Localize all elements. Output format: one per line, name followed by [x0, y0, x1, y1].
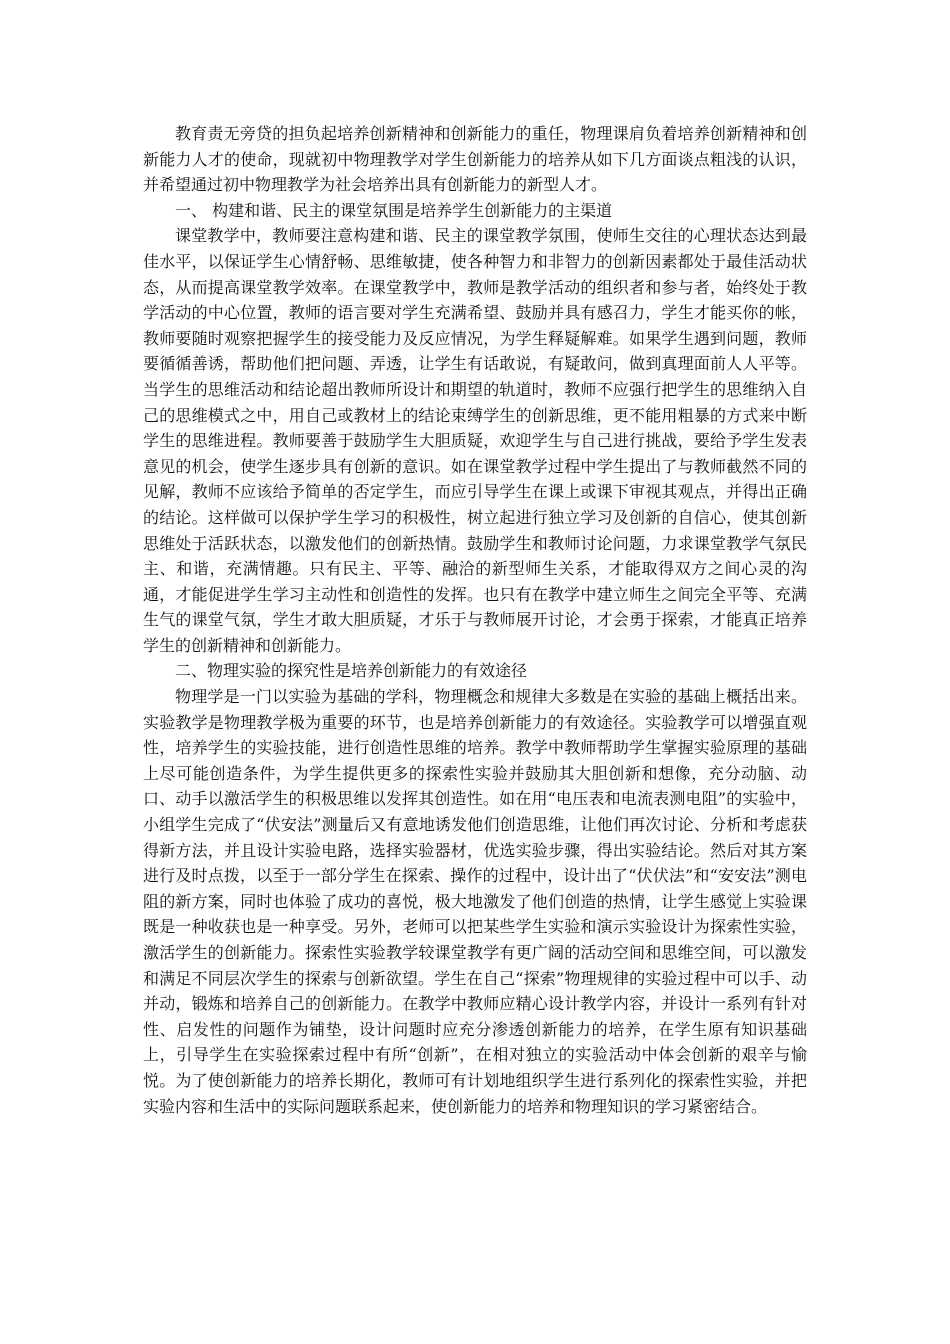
section-1-heading: 一、 构建和谐、民主的课堂氛围是培养学生创新能力的主渠道: [175, 200, 613, 220]
section-1-paragraph: 课堂教学中，教师要注意构建和谐、民主的课堂教学氛围，使师生交往的心理状态达到最佳水平，以保证学生心情舒畅、思维敏捷，使各种智力和非智力的创新因素都处于最佳活动状态，从而提高课堂教学效率。在课堂教学中，教师是教学活动的组织者和参与者，始终处于教学活动的中心位置，教师的语言要对学生充满希望、鼓励并具有感召力，学生才能买你的帐，教师要随时观察把握学生的接受能力及反应情况，为学生释疑解难。如果学生遇到问题，教师要循循善诱，帮助他们把问题、弄透，让学生有话敢说，有疑敢问，做到真理面前人人平等。当学生的思维活动和结论超出教师所设计和期望的轨道时，教师不应强行把学生的思维纳入自己的思维模式之中，用自己或教材上的结论束缚学生的创新思维，更不能用粗暴的方式来中断学生的思维进程。教师要善于鼓励学生大胆质疑，欢迎学生与自己进行挑战，要给予学生发表意见的机会，使学生逐步具有创新的意识。如在课堂教学过程中学生提出了与教师截然不同的见解，教师不应该给予简单的否定学生，而应引导学生在课上或课下审视其观点，并得出正确的结论。这样做可以保护学生学习的积极性，树立起进行独立学习及创新的自信心，使其创新思维处于活跃状态，以激发他们的创新热情。鼓励学生和教师讨论问题，力求课堂教学气氛民主、和谐，充满情趣。只有民主、平等、融洽的新型师生关系，才能取得双方之间心灵的沟通，才能促进学生学习主动性和创造性的发挥。也只有在教学中建立师生之间完全平等、充满生气的课堂气氛，学生才敢大胆质疑，才乐于与教师展开讨论，才会勇于探索，才能真正培养学生的创新精神和创新能力。: [143, 226, 807, 655]
intro-paragraph: 教育责无旁贷的担负起培养创新精神和创新能力的重任，物理课肩负着培养创新精神和创新能力人才的使命，现就初中物理教学对学生创新能力的培养从如下几方面谈点粗浅的认识，并希望通过初中物理教学为社会培养出具有创新能力的新型人才。: [143, 124, 807, 195]
document-body: [143, 121, 807, 1119]
section-2-paragraph: 物理学是一门以实验为基础的学科，物理概念和规律大多数是在实验的基础上概括出来。实验教学是物理教学极为重要的环节，也是培养创新能力的有效途径。实验教学可以增强直观性，培养学生的实验技能，进行创造性思维的培养。教学中教师帮助学生掌握实验原理的基础上尽可能创造条件，为学生提供更多的探索性实验并鼓励其大胆创新和想像，充分动脑、动口、动手以激活学生的积极思维以发挥其创造性。如在用“电压表和电流表测电阻”的实验中，小组学生完成了“伏安法”测量后又有意地诱发他们创造思维，让他们再次讨论、分析和考虑获得新方法，并且设计实验电路，选择实验器材，优选实验步骤，得出实验结论。然后对其方案进行及时点拨，以至于一部分学生在探索、操作的过程中，设计出了“伏伏法”和“安安法”测电阻的新方案，同时也体验了成功的喜悦，极大地激发了他们创造的热情，让学生感觉上实验课既是一种收获也是一种享受。另外，老师可以把某些学生实验和演示实验设计为探索性实验，激活学生的创新能力。探索性实验教学较课堂教学有更广阔的活动空间和思维空间，可以激发和满足不同层次学生的探索与创新欲望。学生在自己“探索”物理规律的实验过程中可以手、动并动，锻炼和培养自己的创新能力。在教学中教师应精心设计教学内容，并设计一系列有针对性、启发性的问题作为铺垫，设计问题时应充分渗透创新能力的培养，在学生原有知识基础上，引导学生在实验探索过程中有所“创新”，在相对独立的实验活动中体会创新的艰辛与愉悦。为了使创新能力的培养长期化，教师可有计划地组织学生进行系列化的探索性实验，并把实验内容和生活中的实际问题联系起来，使创新能力的培养和物理知识的学习紧密结合。: [143, 687, 807, 1116]
section-2-heading: 二、物理实验的探究性是培养创新能力的有效途径: [175, 661, 528, 681]
